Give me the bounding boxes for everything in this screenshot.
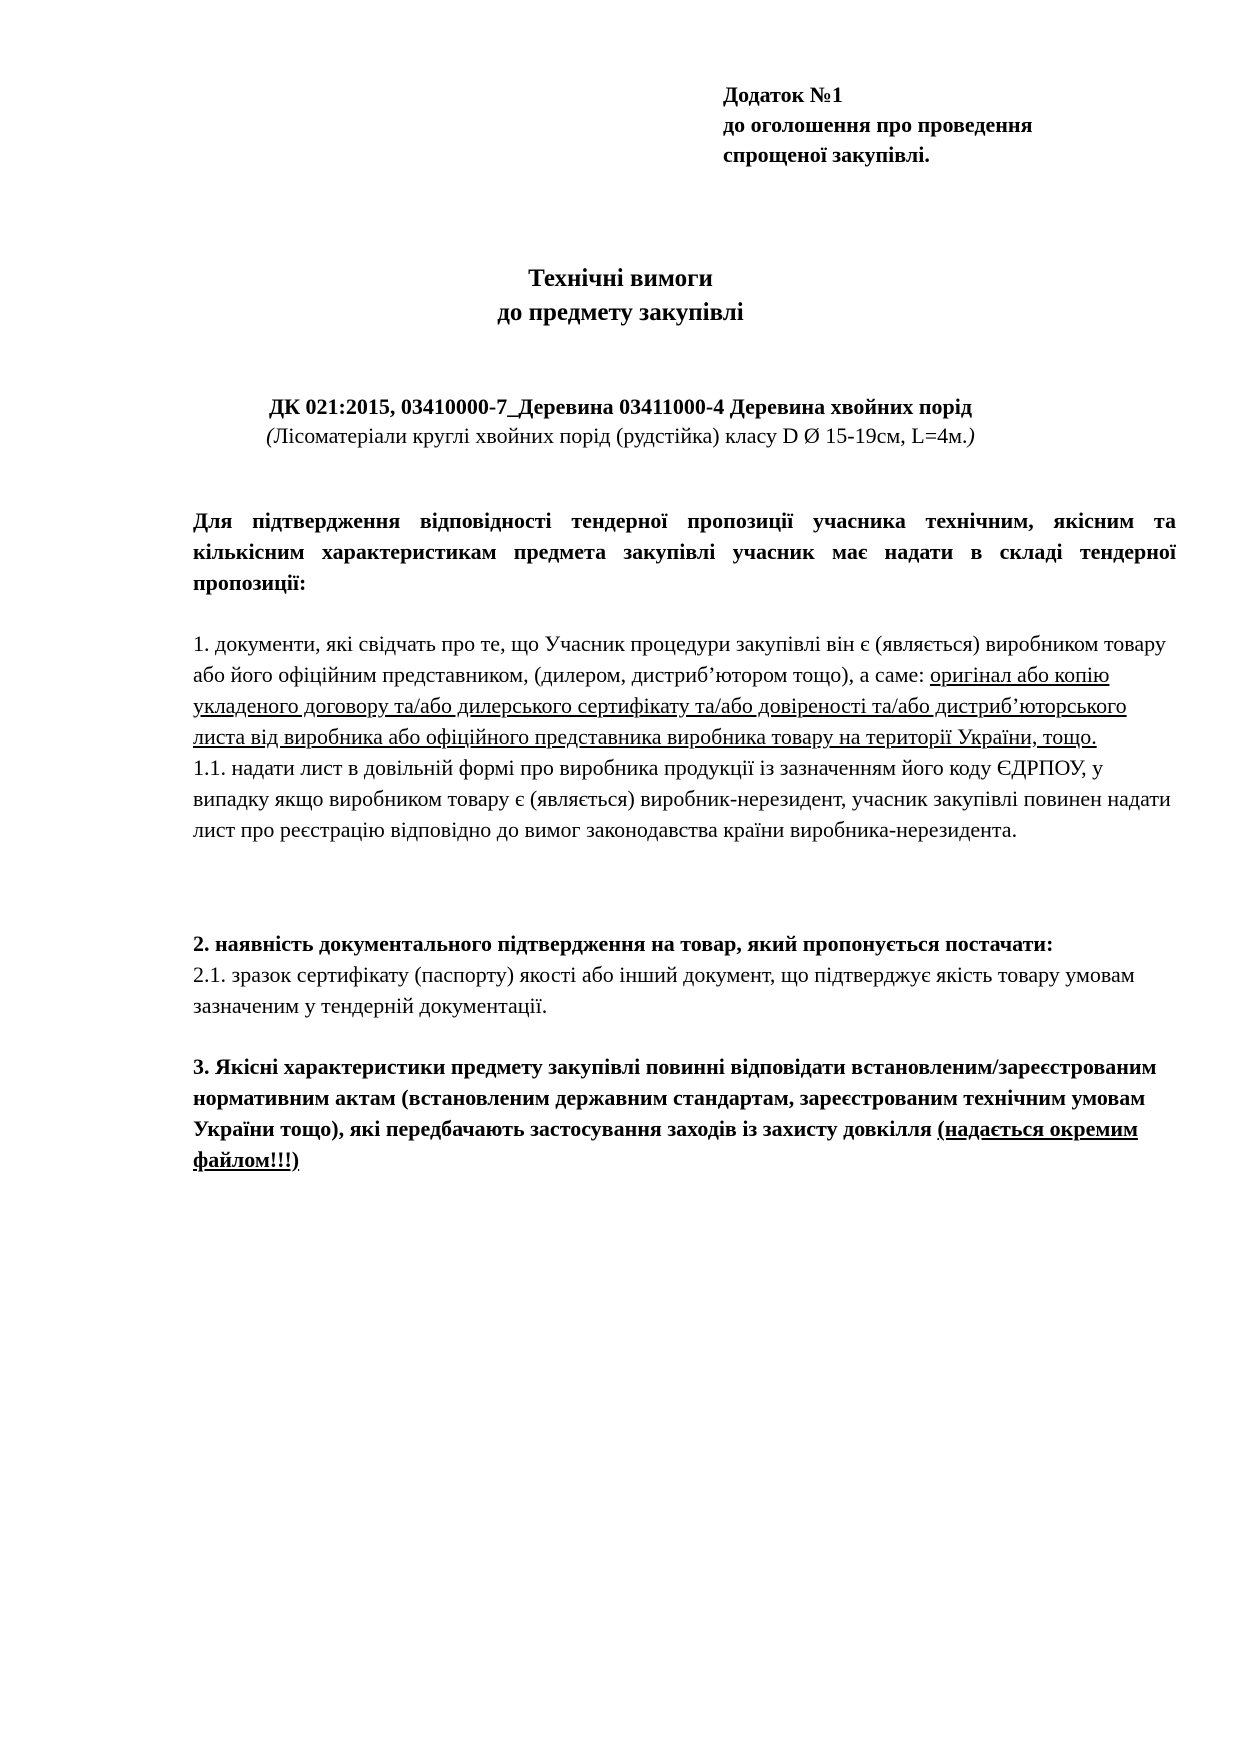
procurement-description: [0, 421, 1241, 450]
annex-line-1: Додаток №1: [723, 82, 843, 107]
requirement-1-underlined: оригінал або копію укладеного договору та/або дилерського сертифікату та/або довіреності та/або дистриб’юторського листа від виробника або офіційного представника виробника товару на території України, тощо.: [193, 662, 1127, 749]
annex-line-2: до оголошення про проведення: [723, 112, 1033, 137]
requirement-3-note: (надається окремим файлом!!!): [193, 1116, 1138, 1172]
requirement-3: [193, 1051, 1176, 1175]
close-paren: ): [967, 423, 975, 448]
requirement-1: [193, 628, 1176, 845]
open-paren: (: [266, 423, 274, 448]
procurement-code-block: [0, 392, 1241, 450]
procurement-code: ДК 021:2015, 03410000-7_Деревина 03411000-4 Деревина хвойних порід: [268, 394, 973, 419]
requirement-1-text: [193, 628, 1176, 752]
requirement-2-1: 2.1. зразок сертифікату (паспорту) якості або інший документ, що підтверджує якість товару умовам зазначеним у тендерній документації.: [193, 962, 1135, 1018]
requirement-1-lead: 1. документи, які свідчать про те, що Учасник процедури закупівлі він є (являється) виробником товару або його офіційним представником, (дилером, дистриб’ютором тощо), а саме:: [193, 631, 1166, 687]
requirement-2-heading: 2. наявність документального підтвердження на товар, який пропонується постачати:: [193, 931, 1054, 956]
title-line-1: Технічні вимоги: [528, 265, 713, 292]
requirement-2: [193, 928, 1176, 1021]
annex-header: [723, 80, 1163, 170]
annex-line-3: спрощеної закупівлі.: [723, 142, 930, 167]
title-line-2: до предмету закупівлі: [497, 299, 744, 326]
requirement-3-lead: 3. Якісні характеристики предмету закупівлі повинні відповідати встановленим/зареєстрованим нормативним актам (встановленим державним стандартам, зареєстрованим технічним умовам України тощо), які передбачають застосування заходів із захисту довкілля: [193, 1054, 1157, 1141]
requirement-1-1: 1.1. надати лист в довільній формі про виробника продукції із зазначенням його коду ЄДРПОУ, у випадку якщо виробником товару є (являється) виробник-нерезидент, учасник закупівлі повинен надати лист про реєстрацію відповідно до вимог законодавства країни виробника-нерезидента.: [193, 755, 1171, 842]
intro-paragraph: Для підтвердження відповідності тендерної пропозиції учасника технічним, якісним та кількісним характеристикам предмета закупівлі учасник має надати в складі тендерної пропозиції:: [193, 508, 1176, 595]
requirement-3-text: [193, 1051, 1176, 1175]
document-title: [0, 262, 1241, 330]
procurement-description-text: Лісоматеріали круглі хвойних порід (рудстійка) класу D Ø 15-19см, L=4м.: [273, 423, 968, 448]
